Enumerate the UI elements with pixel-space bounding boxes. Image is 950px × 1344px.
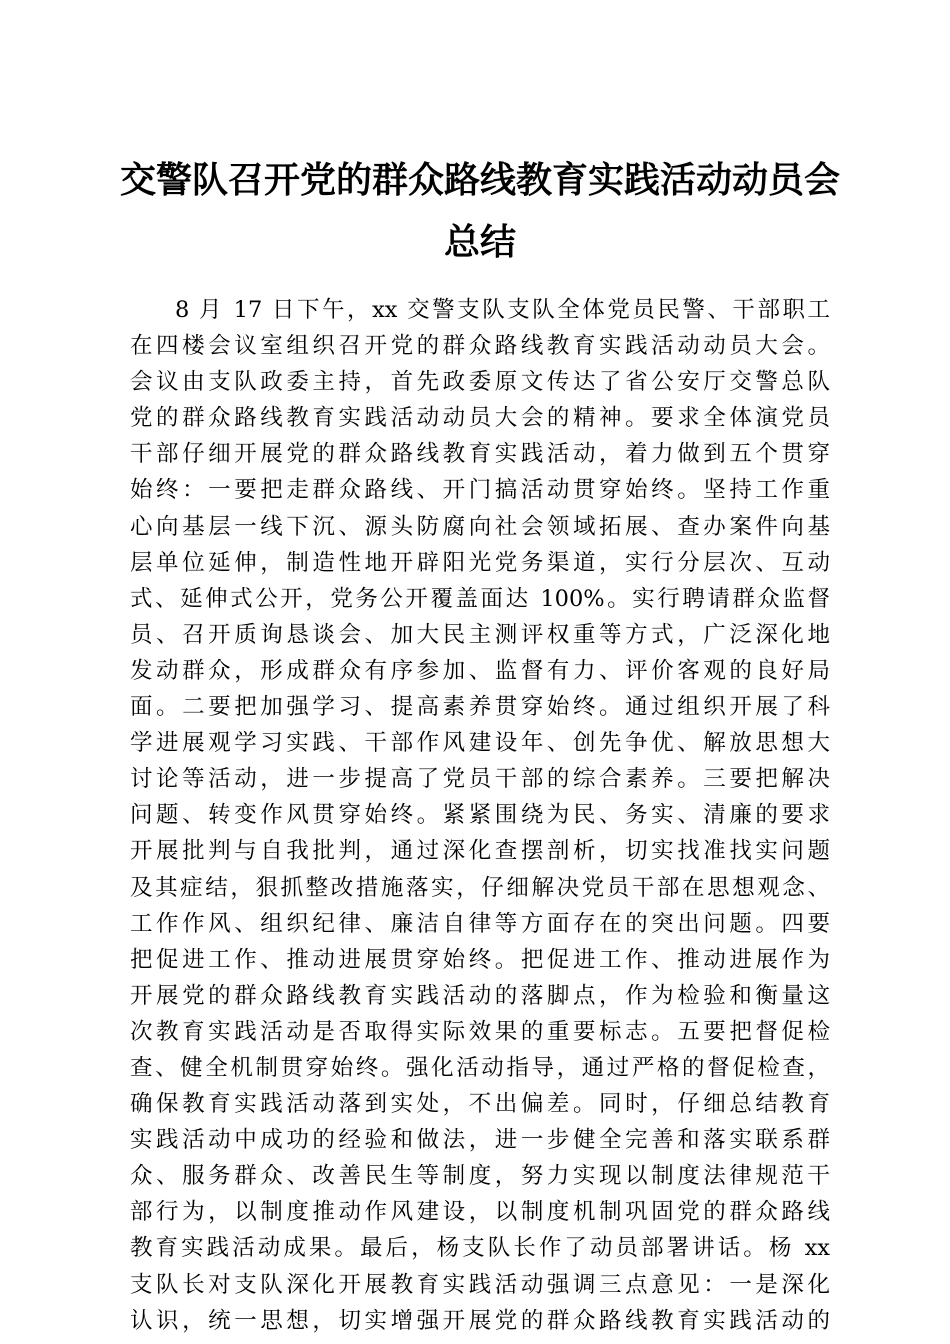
body-line: 部行为，以制度推动作风建设，以制度机制巩固党的群众路线 [130,1199,830,1226]
body-line: 心向基层一线下沉、源头防腐向社会领域拓展、查办案件向基 [130,513,830,540]
body-line: 及其症结，狠抓整改措施落实，仔细解决党员干部在思想观念、 [130,874,830,901]
body-line: 始终：一要把走群众路线、开门搞活动贯穿始终。坚持工作重 [130,477,830,504]
body-line: 教育实践活动成果。最后，杨支队长作了动员部署讲话。杨 xx [130,1235,830,1262]
body-line: 在四楼会议室组织召开党的群众路线教育实践活动动员大会。 [130,333,830,360]
body-line: 层单位延伸，制造性地开辟阳光党务渠道，实行分层次、互动 [130,549,830,576]
body-line: 面。二要把加强学习、提高素养贯穿始终。通过组织开展了科 [130,694,830,721]
body-line: 开展批判与自我批判，通过深化查摆剖析，切实找准找实问题 [130,838,830,865]
document-title-line-2: 总结 [443,222,516,263]
body-line: 会议由支队政委主持，首先政委原文传达了省公安厅交警总队 [130,369,830,396]
body-line: 实践活动中成功的经验和做法，进一步健全完善和落实联系群 [130,1127,830,1154]
body-line: 式、延伸式公开，党务公开覆盖面达 100%。实行聘请群众监督 [130,585,830,612]
document-body [130,292,830,1339]
body-line: 讨论等活动，进一步提高了党员干部的综合素养。三要把解决 [130,766,830,793]
body-line: 开展党的群众路线教育实践活动的落脚点，作为检验和衡量这 [130,982,830,1009]
body-line: 员、召开质询恳谈会、加大民主测评权重等方式，广泛深化地 [130,621,830,648]
body-line: 工作作风、组织纪律、廉洁自律等方面存在的突出问题。四要 [130,910,830,937]
body-line: 把促进工作、推动进展贯穿始终。把促进工作、推动进展作为 [130,946,830,973]
body-line: 认识，统一思想，切实增强开展党的群众路线教育实践活动的 [130,1307,830,1334]
body-line: 支队长对支队深化开展教育实践活动强调三点意见：一是深化 [130,1271,830,1298]
body-line: 干部仔细开展党的群众路线教育实践活动，着力做到五个贯穿 [130,441,830,468]
body-line: 党的群众路线教育实践活动动员大会的精神。要求全体演党员 [130,405,830,432]
body-line: 发动群众，形成群众有序参加、监督有力、评价客观的良好局 [130,657,830,684]
body-line: 次教育实践活动是否取得实际效果的重要标志。五要把督促检 [130,1018,830,1045]
body-line: 确保教育实践活动落到实处，不出偏差。同时，仔细总结教育 [130,1091,830,1118]
document-title-line-1: 交警队召开党的群众路线教育实践活动动员会 [119,160,840,201]
body-line: 众、服务群众、改善民生等制度，努力实现以制度法律规范干 [130,1163,830,1190]
body-line: 8 月 17 日下午，xx 交警支队支队全体党员民警、干部职工 [175,297,830,323]
body-line: 问题、转变作风贯穿始终。紧紧围绕为民、务实、清廉的要求 [130,802,830,829]
body-line: 查、健全机制贯穿始终。强化活动指导，通过严格的督促检查， [130,1054,830,1081]
body-line: 学进展观学习实践、干部作风建设年、创先争优、解放思想大 [130,730,830,757]
